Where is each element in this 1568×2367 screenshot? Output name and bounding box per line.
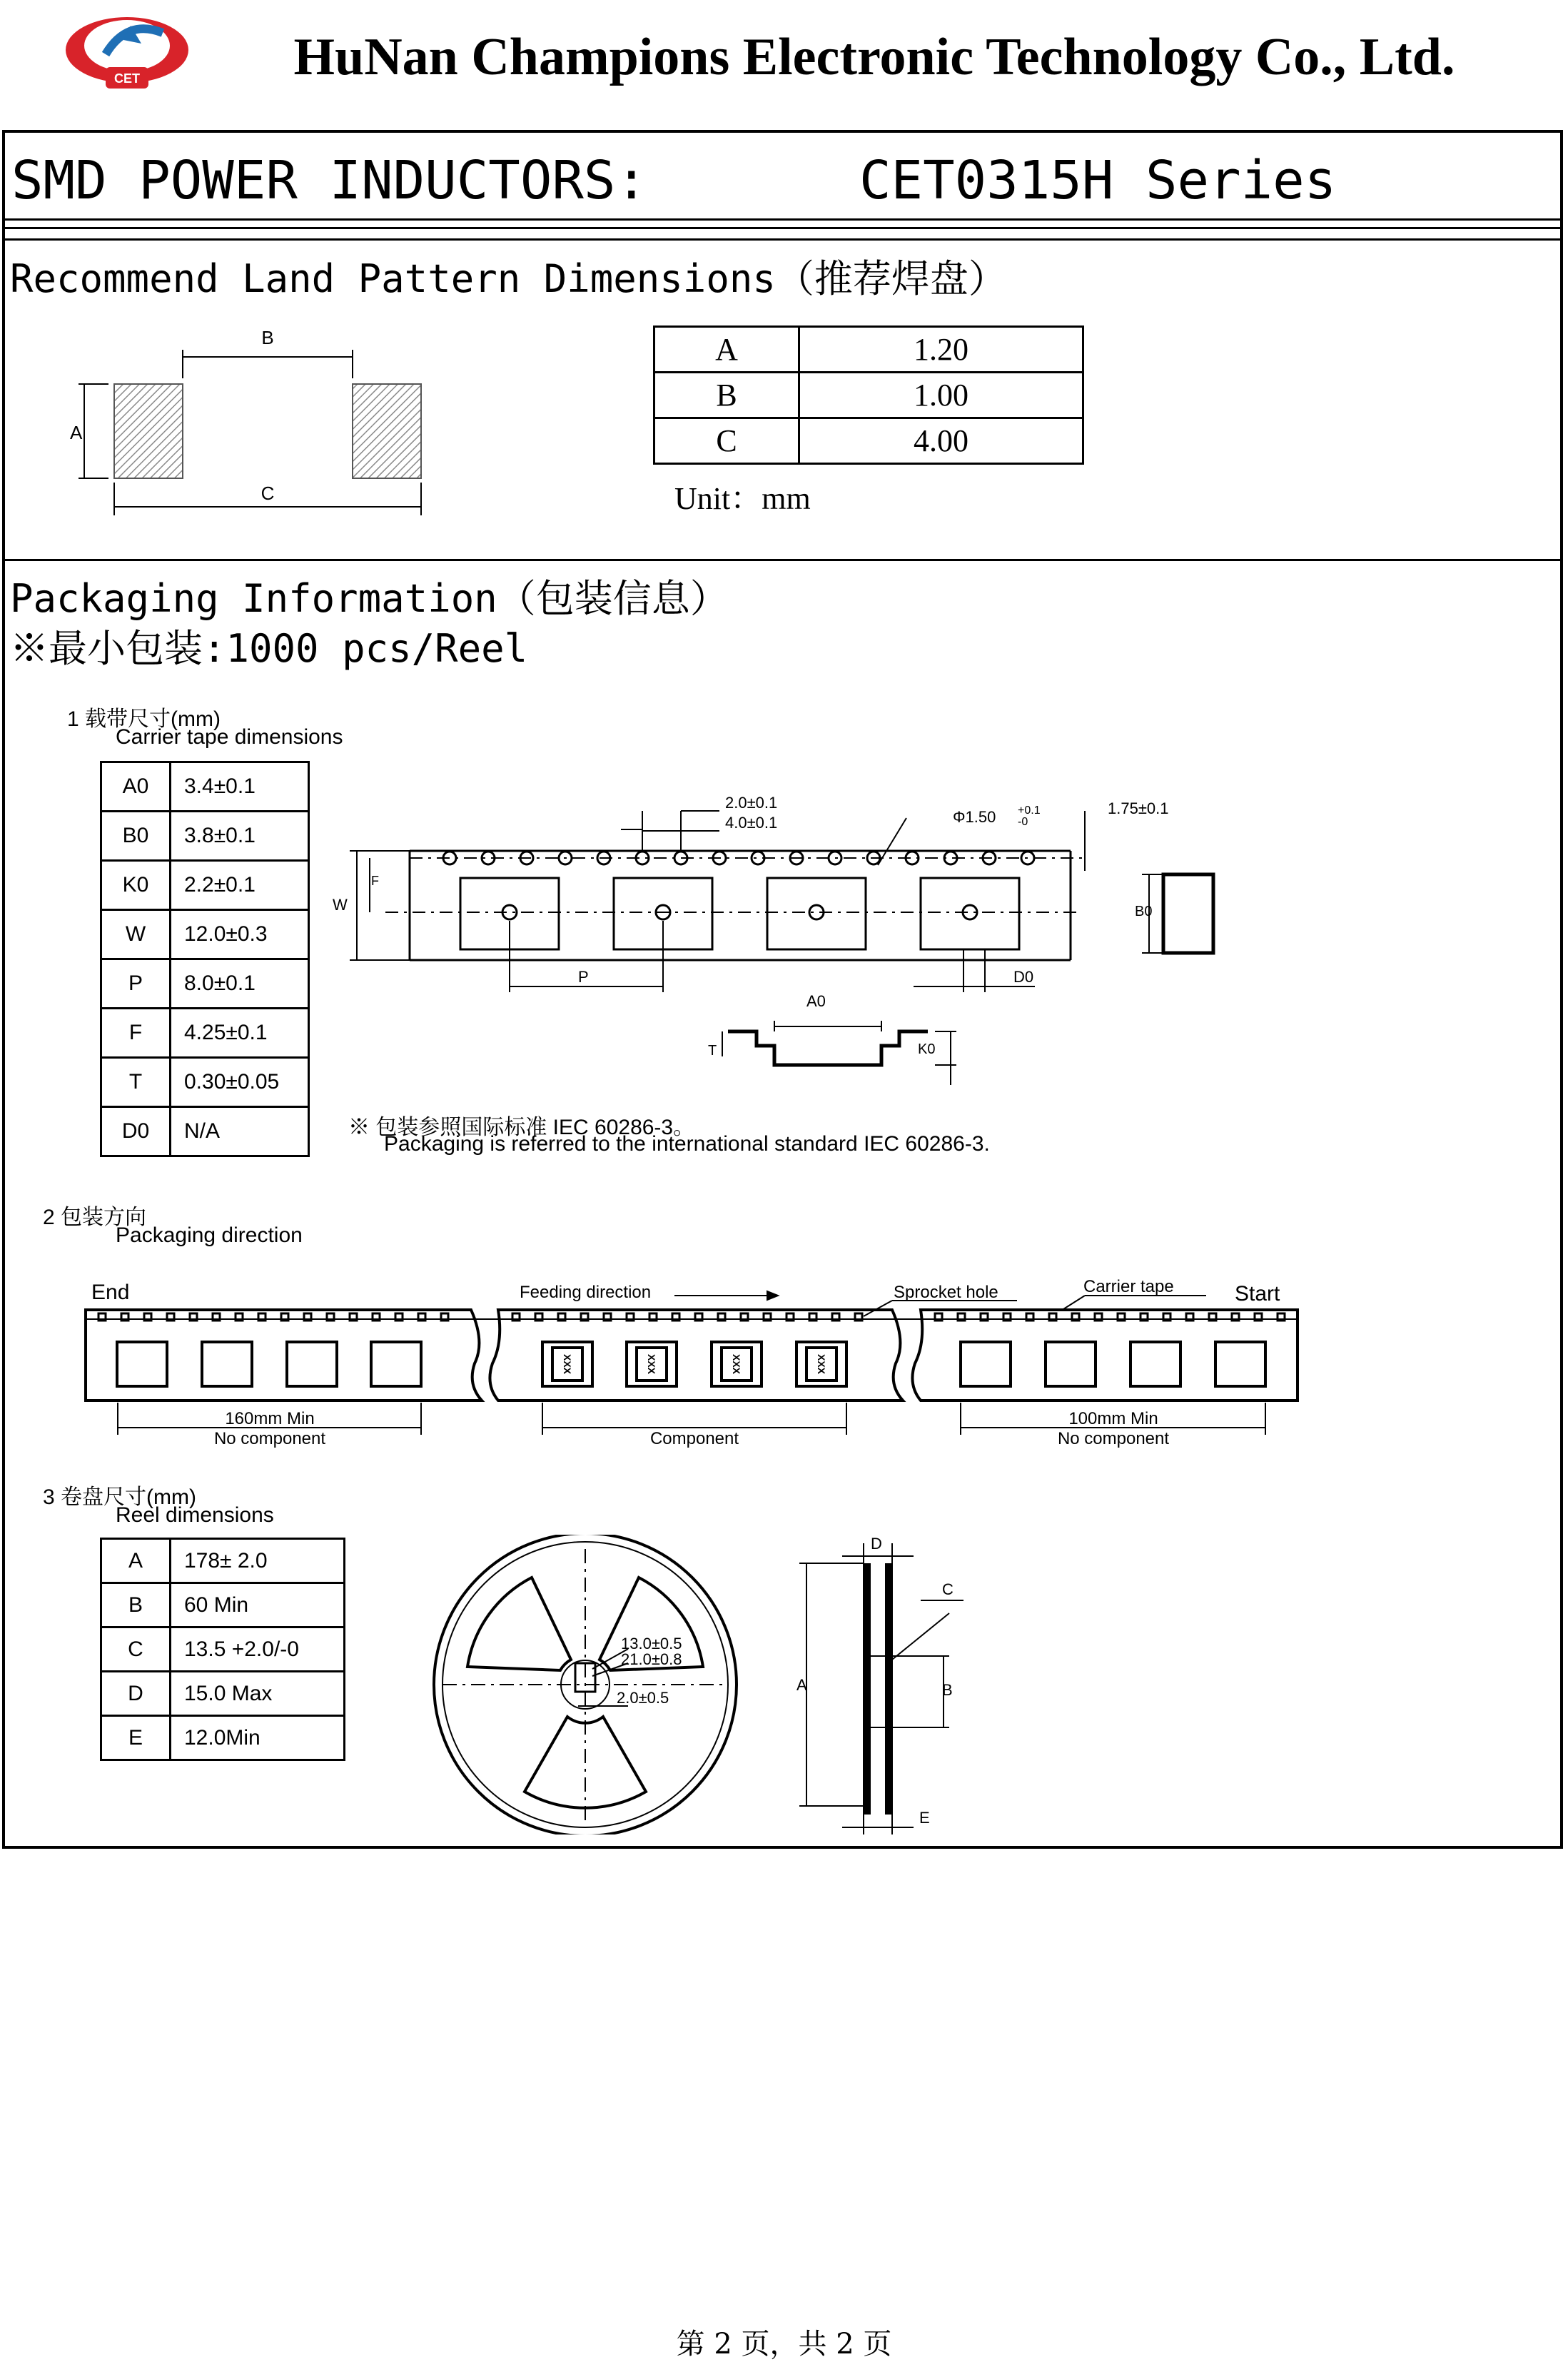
company-logo <box>63 4 191 96</box>
logo-text: CET <box>114 71 140 86</box>
component-label: Component <box>649 1429 739 1448</box>
p-label: P <box>578 968 589 986</box>
company-name: HuNan Champions Electronic Technology Co., Ltd. <box>293 28 1455 86</box>
spec-value: 12.0Min <box>171 1716 345 1760</box>
product-series-title: CET0315H Series <box>859 150 1337 211</box>
spec-value: 2.2±0.1 <box>171 861 309 910</box>
unit-label: Unit：mm <box>674 481 811 516</box>
dim-key: C <box>654 418 799 464</box>
reel-drawing <box>400 1535 1113 1834</box>
spec-value: 3.4±0.1 <box>171 762 309 812</box>
spec-value: 12.0±0.3 <box>171 910 309 959</box>
direction-title-en: Packaging direction <box>116 1223 303 1247</box>
edge-label: 1.75±0.1 <box>1108 799 1169 817</box>
hole-tol-plus: +0.1 <box>1018 804 1041 817</box>
dim-a-label: A <box>70 422 83 443</box>
standard-note-en: Packaging is referred to the international standard IEC 60286-3. <box>384 1132 990 1156</box>
packaging-heading: Packaging Information（包装信息） <box>10 576 729 621</box>
spec-value: 0.30±0.05 <box>171 1058 309 1107</box>
spec-key: D0 <box>101 1107 171 1156</box>
spec-value: 60 Min <box>171 1583 345 1627</box>
direction-title-cn: 2 包装方向 <box>43 1206 147 1229</box>
page-footer: 第 2 页，共 2 页 <box>676 2328 892 2361</box>
reel-table <box>100 1538 345 1761</box>
land-pattern-table <box>653 325 1084 465</box>
dim-key: A <box>654 327 799 373</box>
spec-key: E <box>101 1716 171 1760</box>
right-desc-label: No component <box>1057 1429 1170 1448</box>
left-pad <box>114 384 183 478</box>
carrier-title-en: Carrier tape dimensions <box>116 725 343 749</box>
packaging-direction-drawing <box>71 1271 1313 1456</box>
dim-key: B <box>654 373 799 418</box>
spec-value: 178± 2.0 <box>171 1539 345 1583</box>
start-label: Start <box>1235 1282 1280 1306</box>
min-pack-label: ※最小包装:1000 pcs/Reel <box>10 626 528 671</box>
spec-value: 15.0 Max <box>171 1672 345 1716</box>
title-divider-2 <box>2 227 1563 229</box>
d0-label: D0 <box>1013 968 1034 986</box>
carrier-label: Carrier tape <box>1083 1277 1174 1296</box>
spec-key: P <box>101 959 171 1009</box>
table-row <box>654 373 1083 418</box>
spec-key: D <box>101 1672 171 1716</box>
b0-label: B0 <box>1135 904 1153 919</box>
product-category-title: SMD POWER INDUCTORS: <box>11 150 648 211</box>
component-mark: XXX <box>562 1353 573 1375</box>
k0-label: K0 <box>918 1041 936 1057</box>
dim-value: 1.20 <box>799 327 1083 373</box>
spec-key: B0 <box>101 812 171 861</box>
reel-hub-dim-1: 13.0±0.5 <box>621 1635 682 1652</box>
pitch-2-label: 2.0±0.1 <box>725 794 778 812</box>
sprocket-label: Sprocket hole <box>894 1283 998 1302</box>
right-pad <box>353 384 421 478</box>
pocket <box>767 878 866 949</box>
spec-key: C <box>101 1627 171 1672</box>
reel-dim-e: E <box>919 1809 930 1827</box>
spec-key: F <box>101 1009 171 1058</box>
land-pattern-diagram <box>64 321 442 528</box>
reel-dim-c: C <box>942 1580 954 1598</box>
component-mark: XXX <box>816 1353 827 1375</box>
spec-value: N/A <box>171 1107 309 1156</box>
hole-label: Φ1.50 <box>953 808 996 826</box>
carrier-tape-table <box>100 761 310 1157</box>
reel-title-cn: 3 卷盘尺寸(mm) <box>43 1485 196 1509</box>
reel-title-en: Reel dimensions <box>116 1503 274 1527</box>
left-desc-label: No component <box>213 1429 326 1448</box>
right-length-label: 100mm Min <box>1068 1409 1158 1428</box>
dim-c-label: C <box>261 483 275 504</box>
hole-tol-minus: -0 <box>1018 816 1028 828</box>
standard-note-cn: ※ 包装参照国际标准 IEC 60286-3。 <box>348 1116 695 1139</box>
table-row <box>654 327 1083 373</box>
reel-dim-b: B <box>942 1681 953 1699</box>
title-divider-3 <box>2 238 1563 241</box>
spec-key: A <box>101 1539 171 1583</box>
dim-value: 1.00 <box>799 373 1083 418</box>
spec-key: W <box>101 910 171 959</box>
component-mark: XXX <box>646 1353 657 1375</box>
feeding-label: Feeding direction <box>520 1283 652 1302</box>
t-label: T <box>708 1043 717 1059</box>
title-divider-1 <box>2 218 1563 221</box>
reel-dim-d: D <box>871 1535 882 1553</box>
f-label: F <box>371 874 379 888</box>
section-divider <box>2 559 1563 561</box>
reel-hub-dim-3: 2.0±0.5 <box>617 1689 669 1707</box>
spec-value: 3.8±0.1 <box>171 812 309 861</box>
carrier-title-cn: 1 载带尺寸(mm) <box>67 707 221 731</box>
w-label: W <box>333 896 348 914</box>
table-row <box>654 418 1083 464</box>
spec-value: 8.0±0.1 <box>171 959 309 1009</box>
carrier-tape-drawing <box>328 785 1256 1114</box>
a0-label: A0 <box>806 992 826 1010</box>
spec-key: A0 <box>101 762 171 812</box>
pocket <box>921 878 1019 949</box>
spec-key: K0 <box>101 861 171 910</box>
reel-dim-a: A <box>796 1676 807 1694</box>
left-length-label: 160mm Min <box>225 1409 315 1428</box>
dim-b-label: B <box>261 327 274 348</box>
reel-hub-dim-2: 21.0±0.8 <box>621 1650 682 1668</box>
dim-value: 4.00 <box>799 418 1083 464</box>
land-pattern-heading: Recommend Land Pattern Dimensions（推荐焊盘） <box>10 256 1007 301</box>
end-label: End <box>91 1281 130 1304</box>
spec-key: T <box>101 1058 171 1107</box>
component-mark: XXX <box>731 1353 742 1375</box>
spec-value: 4.25±0.1 <box>171 1009 309 1058</box>
spec-key: B <box>101 1583 171 1627</box>
pitch-4-label: 4.0±0.1 <box>725 814 778 832</box>
spec-value: 13.5 +2.0/-0 <box>171 1627 345 1672</box>
